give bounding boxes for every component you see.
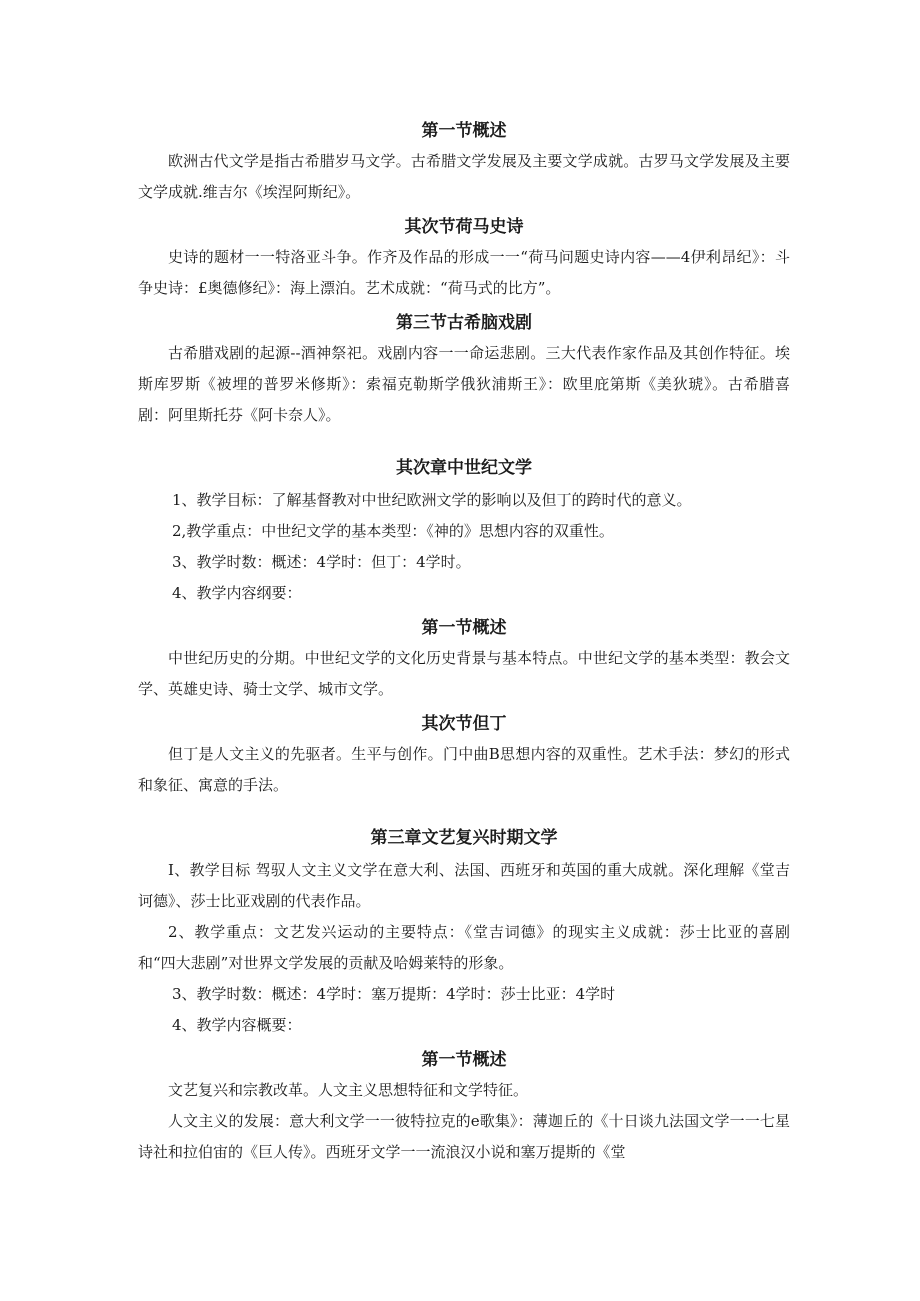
section-title-greek-drama: 第三节古希脑戏剧 xyxy=(396,313,532,333)
section-title-overview: 第一节概述 xyxy=(421,121,507,141)
list-item-hours: 3、教学时数：概述：4学时：但丁：4学时。 xyxy=(172,553,471,571)
list-item-outline: 4、教学内容纲要： xyxy=(172,584,302,602)
chapter-title-renaissance: 第三章文艺复兴时期文学 xyxy=(370,828,558,848)
chapter-spacer xyxy=(138,431,790,457)
paragraph-ancient-literature: 欧洲古代文学是指古希腊岁马文学。古希腊文学发展及主要文学成就。古罗马文学发展及主要文学成就.维吉尔《埃涅阿斯纪》。 xyxy=(138,152,790,201)
document-page xyxy=(138,112,790,1168)
paragraph-humanism: 人文主义的发展：意大利文学一一彼特拉克的e歌集》：薄迦丘的《十日谈九法国文学一一七星诗社和拉伯宙的《巨人传》。西班牙文学一一流浪汉小说和塞万提斯的《堂 xyxy=(138,1112,790,1161)
paragraph-homer: 史诗的题材一一特洛亚斗争。作齐及作品的形成一一“荷马问题史诗内容——4伊利昂纪》：斗争史诗：£奥德修纪》：海上漂泊。艺术成就：“荷马式的比方”。 xyxy=(138,248,790,297)
list-item-renaissance-outline: 4、教学内容概要： xyxy=(172,1016,302,1034)
section-title-renaissance-overview: 第一节概述 xyxy=(421,1050,507,1070)
list-item-renaissance-hours: 3、教学时数：概述：4学时：塞万提斯：4学时：莎士比亚：4学时 xyxy=(172,985,616,1003)
paragraph-medieval-overview: 中世纪历史的分期。中世纪文学的文化历史背景与基本特点。中世纪文学的基本类型：教会文学、英雄史诗、骑士文学、城市文学。 xyxy=(138,649,790,698)
chapter-spacer xyxy=(138,801,790,827)
paragraph-renaissance-intro: 文艺复兴和宗教改革。人文主义思想特征和文学特征。 xyxy=(168,1081,529,1099)
list-item-renaissance-goal: I、教学目标 驾驭人文主义文学在意大利、法国、西班牙和英国的重大成就。深化理解《堂吉诃德》、莎士比亚戏剧的代表作品。 xyxy=(138,861,790,910)
paragraph-dante: 但丁是人文主义的先驱者。生平与创作。门中曲B思想内容的双重性。艺术手法：梦幻的形式和象征、寓意的手法。 xyxy=(138,745,790,794)
list-item-renaissance-focus: 2、教学重点：文艺发兴运动的主要特点：《堂吉词德》的现实主义成就：莎士比亚的喜剧和“四大悲剧”对世界文学发展的贡献及哈姆莱特的形象。 xyxy=(138,923,790,972)
section-title-medieval-overview: 第一节概述 xyxy=(421,618,507,638)
section-title-dante: 其次节但丁 xyxy=(421,714,507,734)
list-item-goal: 1、教学目标：了解基督教对中世纪欧洲文学的影响以及但丁的跨时代的意义。 xyxy=(172,491,692,509)
list-item-focus: 2,教学重点：中世纪文学的基本类型：《神的》思想内容的双重性。 xyxy=(172,522,614,540)
section-title-homer: 其次节荷马史诗 xyxy=(404,217,524,237)
chapter-title-medieval: 其次章中世纪文学 xyxy=(396,458,532,478)
paragraph-greek-drama: 古希腊戏剧的起源--酒神祭祀。戏剧内容一一命运悲剧。三大代表作家作品及其创作特征。埃斯库罗斯《被埋的普罗米修斯》：索福克勒斯学俄狄浦斯王》：欧里庇第斯《美狄琥》。古希腊喜剧：阿里斯托芬《阿卡奈人》。 xyxy=(138,344,790,424)
